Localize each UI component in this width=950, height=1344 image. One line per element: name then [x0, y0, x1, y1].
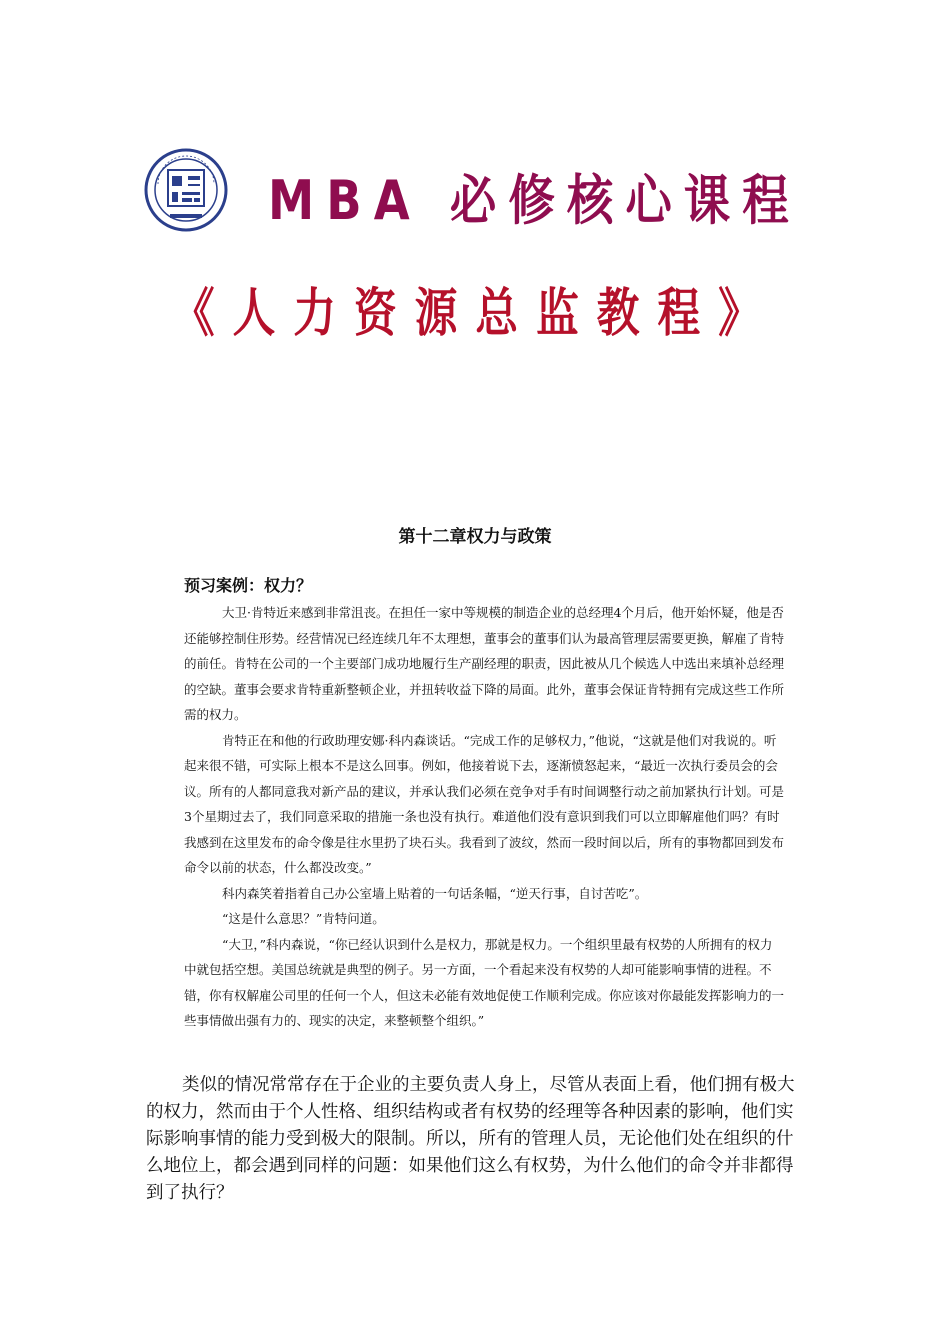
case-heading: 预习案例：权力？ [184, 576, 313, 595]
case-paragraph: 肯特正在和他的行政助理安娜·科内森谈话。“完成工作的足够权力，”他说，“这就是他们对我说的。听起来很不错，可实际上根本不是这么回事。例如，他接着说下去，逐渐愤怒起来，“最近一次执行委员会的会议。所有的人都同意我对新产品的建议，并承认我们必须在竞争对手有时间调整行动之前加紧执行计划。可是3个星期过去了，我们同意采取的措施一条也没有执行。难道他们没有意识到我们可以立即解雇他们吗？有时我感到在这里发布的命令像是往水里扔了块石头。我看到了波纹，然而一段时间以后，所有的事物都回到发布命令以前的状态，什么都没改变。” [184, 732, 785, 875]
chapter-title: 第十二章权力与政策 [398, 527, 552, 547]
book-title: 《人力资源总监教程》 [172, 284, 779, 344]
university-seal-logo [144, 148, 228, 232]
course-title: MBA 必修核心课程 [268, 169, 801, 232]
case-paragraph: “大卫，”科内森说，“你已经认识到什么是权力，那就是权力。一个组织里最有权势的人所拥有的权力中就包括空想。美国总统就是典型的例子。另一方面，一个看起来没有权势的人却可能影响事情的进程。不错，你有权解雇公司里的任何一个人，但这未必能有效地促使工作顺利完成。你应该对你最能发挥影响力的一些事情做出强有力的、现实的决定，来整顿整个组织。” [184, 936, 785, 1028]
summary-paragraph: 类似的情况常常存在于企业的主要负责人身上，尽管从表面上看，他们拥有极大的权力，然而由于个人性格、组织结构或者有权势的经理等各种因素的影响，他们实际影响事情的能力受到极大的限制。所以，所有的管理人员，无论他们处在组织的什么地位上，都会遇到同样的问题：如果他们这么有权势，为什么他们的命令并非都得到了执行？ [146, 1075, 795, 1203]
case-text [184, 600, 784, 1034]
case-paragraph: “这是什么意思？”肯特问道。 [222, 911, 385, 926]
case-paragraph: 科内森笑着指着自己办公室墙上贴着的一句话条幅，“逆天行事，自讨苦吃”。 [222, 885, 648, 901]
case-paragraph: 大卫·肯特近来感到非常沮丧。在担任一家中等规模的制造企业的总经理4个月后，他开始怀疑，他是否还能够控制住形势。经营情况已经连续几年不太理想，董事会的董事们认为最高管理层需要更换，解雇了肯特的前任。肯特在公司的一个主要部门成功地履行生产副经理的职责，因此被从几个候选人中选出来填补总经理的空缺。董事会要求肯特重新整顿企业，并扭转收益下降的局面。此外，董事会保证肯特拥有完成这些工作所需的权力。 [184, 605, 785, 722]
